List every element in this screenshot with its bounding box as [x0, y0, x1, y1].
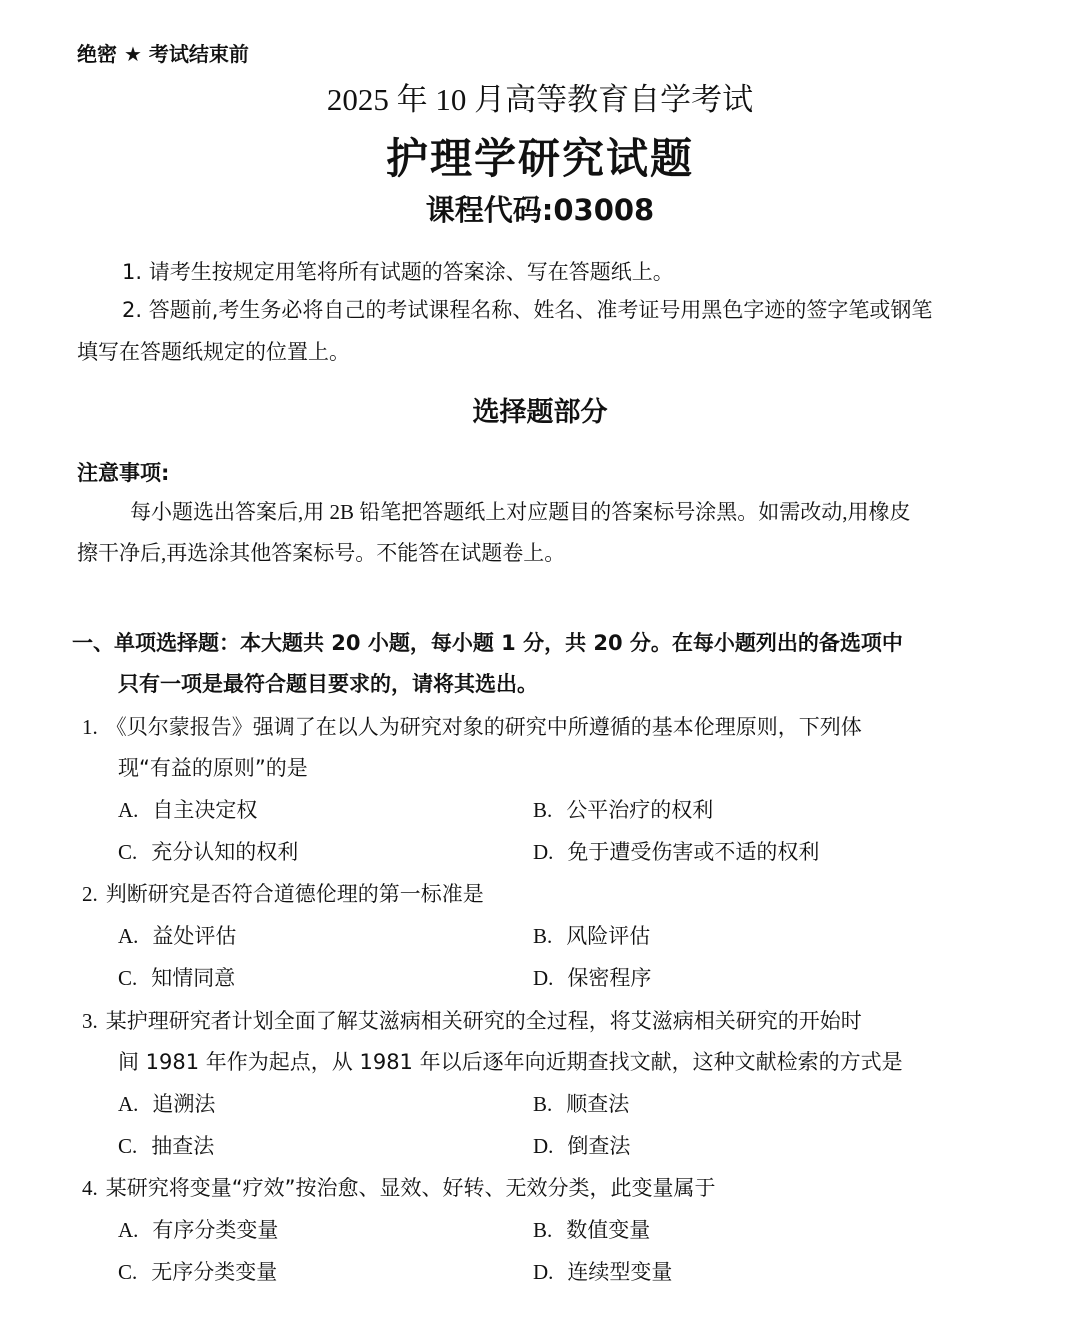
option-letter: D. — [533, 1134, 554, 1158]
part-one-heading-continued: 只有一项是最符合题目要求的，请将其选出。 — [118, 672, 538, 696]
option-text: 自主决定权 — [152, 798, 258, 822]
instruction-2-continued: 填写在答题纸规定的位置上。 — [77, 340, 350, 364]
question-2-option-c — [118, 962, 235, 992]
question-number: 3. — [82, 1009, 98, 1033]
question-2-option-d — [533, 962, 651, 992]
option-text: 免于遭受伤害或不适的权利 — [567, 840, 820, 864]
question-1-option-b — [533, 794, 713, 824]
option-text: 益处评估 — [152, 924, 237, 948]
instruction-1: 1. 请考生按规定用笔将所有试题的答案涂、写在答题纸上。 — [122, 260, 674, 284]
question-4-option-c — [118, 1256, 277, 1286]
question-3-option-d — [533, 1130, 630, 1160]
question-2-option-b — [533, 920, 650, 950]
option-letter: A. — [118, 1218, 139, 1242]
question-number: 2. — [82, 882, 98, 906]
question-1-option-d — [533, 836, 819, 866]
question-4-stem — [82, 1172, 716, 1202]
question-2-stem — [82, 878, 484, 908]
option-letter: D. — [533, 1260, 554, 1284]
question-1-stem-continued: 现“有益的原则”的是 — [118, 756, 308, 780]
option-text: 倒查法 — [567, 1134, 631, 1158]
exam-year-heading: 2025 年 10 月高等教育自学考试 — [326, 82, 754, 117]
exam-title: 护理学研究试题 — [385, 134, 694, 183]
course-code: 课程代码:03008 — [425, 193, 655, 227]
option-letter: B. — [533, 798, 553, 822]
question-3-option-c — [118, 1130, 214, 1160]
option-text: 公平治疗的权利 — [566, 798, 714, 822]
option-letter: C. — [118, 840, 138, 864]
option-letter: B. — [533, 1218, 553, 1242]
option-text: 顺查法 — [566, 1092, 630, 1116]
attention-line-1: 每小题选出答案后,用 2B 铅笔把答题纸上对应题目的答案标号涂黑。如需改动,用橡皮 — [130, 500, 911, 524]
question-2-option-a — [118, 920, 236, 950]
option-text: 风险评估 — [566, 924, 651, 948]
question-text: 判断研究是否符合道德伦理的第一标准是 — [105, 882, 484, 906]
option-letter: C. — [118, 1134, 138, 1158]
question-3-option-b — [533, 1088, 629, 1118]
instruction-2: 2. 答题前,考生务必将自己的考试课程名称、姓名、准考证号用黑色字迹的签字笔或钢笔 — [122, 298, 933, 322]
option-text: 追溯法 — [152, 1092, 216, 1116]
question-3-stem — [82, 1005, 862, 1035]
option-text: 无序分类变量 — [151, 1260, 278, 1284]
attention-title: 注意事项: — [77, 461, 170, 485]
question-1-stem — [82, 711, 862, 741]
option-letter: B. — [533, 924, 553, 948]
question-number: 4. — [82, 1176, 98, 1200]
option-letter: C. — [118, 1260, 138, 1284]
option-letter: C. — [118, 966, 138, 990]
question-text: 《贝尔蒙报告》强调了在以人为研究对象的研究中所遵循的基本伦理原则，下列体 — [105, 715, 862, 739]
question-1-option-c — [118, 836, 298, 866]
section-title: 选择题部分 — [472, 397, 608, 428]
option-text: 保密程序 — [567, 966, 652, 990]
question-4-option-b — [533, 1214, 650, 1244]
question-4-option-d — [533, 1256, 672, 1286]
secret-label: 绝密 ★ 考试结束前 — [77, 42, 249, 66]
option-letter: D. — [533, 840, 554, 864]
option-text: 有序分类变量 — [152, 1218, 279, 1242]
option-letter: D. — [533, 966, 554, 990]
option-text: 充分认知的权利 — [151, 840, 299, 864]
option-letter: A. — [118, 924, 139, 948]
option-letter: B. — [533, 1092, 553, 1116]
option-text: 抽查法 — [151, 1134, 215, 1158]
question-number: 1. — [82, 715, 98, 739]
question-4-option-a — [118, 1214, 278, 1244]
option-text: 知情同意 — [151, 966, 236, 990]
part-one-heading: 一、单项选择题：本大题共 20 小题，每小题 1 分，共 20 分。在每小题列出的备选项中 — [72, 631, 903, 655]
option-text: 连续型变量 — [567, 1260, 673, 1284]
question-text: 某研究将变量“疗效”按治愈、显效、好转、无效分类，此变量属于 — [105, 1176, 716, 1200]
option-text: 数值变量 — [566, 1218, 651, 1242]
option-letter: A. — [118, 798, 139, 822]
question-1-option-a — [118, 794, 257, 824]
question-text: 某护理研究者计划全面了解艾滋病相关研究的全过程，将艾滋病相关研究的开始时 — [105, 1009, 862, 1033]
question-3-option-a — [118, 1088, 215, 1118]
attention-line-2: 擦干净后,再选涂其他答案标号。不能答在试题卷上。 — [77, 541, 566, 565]
question-3-stem-continued: 间 1981 年作为起点，从 1981 年以后逐年向近期查找文献，这种文献检索的方式是 — [118, 1050, 903, 1074]
option-letter: A. — [118, 1092, 139, 1116]
